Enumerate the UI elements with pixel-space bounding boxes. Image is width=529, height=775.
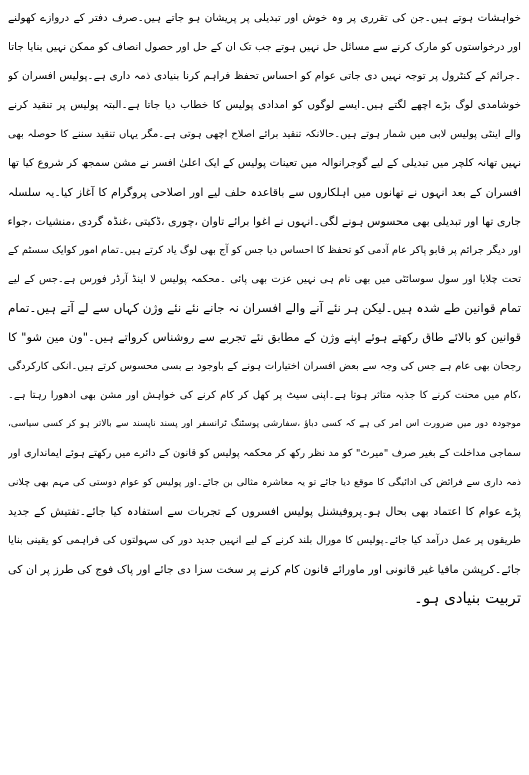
article-line: اور درخواستوں کو مارک کرنے سے مسائل حل نہیں ہوتے جب تک ان کے حل اور حصول انصاف کو ممکن نہیں بنایا جاتا xyxy=(8,41,521,53)
article-line: افسران کے بعد انہوں نے تھانوں میں اہلکاروں سے باقاعدہ حلف لیے اور اصلاحی پروگرام کا آغاز کیا۔یہ سلسلہ xyxy=(8,186,521,199)
article-line: جائے۔کرپشن مافیا غیر قانونی اور ماورائے قانون کام کرنے پر سخت سزا دی جائے اور پاک فوج کی طرز پر ان کی xyxy=(8,563,521,576)
article-line: خوشامدی لوگ بڑے اچھے لگتے ہیں۔ایسے لوگوں کو امدادی پولیس کا خطاب دیا جاتا ہے۔البتہ پولیس پر تنقید کرنے xyxy=(8,99,521,111)
article-line: تحت چلایا اور سول سوسائٹی میں بھی نام ہی نہیں عزت بھی پائی ۔محکمہ پولیس لا اینڈ آرڈر فورس ہے۔جس کے لیے xyxy=(8,274,521,285)
article-line: پڑے عوام کا اعتماد بھی بحال ہو۔پروفیشنل پولیس افسروں کے تجربات سے استفادہ کیا جائے۔تفتیش کے جدید xyxy=(8,505,521,518)
article-line: موجودہ دور میں ضرورت اس امر کی ہے کہ کسی دباؤ ،سفارشی پوسٹنگ ٹرانسفر اور پسند ناپسند سے بالاتر ہو کر کسی سیاسی، xyxy=(8,419,521,429)
article-line: نہیں تھانہ کلچر میں تبدیلی کے لیے گوجرانوالہ میں تعینات پولیس کے ایک اعلیٰ افسر نے مشن سمجھ کر شروع کیا تھا xyxy=(8,157,521,169)
article-line: سماجی مداخلت کے بغیر صرف "میرٹ" کو مد نظر رکھ کر محکمہ پولیس کو قانون کے دائرے میں رکھتے ہوئے ایمانداری اور xyxy=(8,448,521,459)
article-line: خواہشات ہوتے ہیں۔جن کی تقرری پر وہ خوش اور تبدیلی پر پریشان ہو جاتے ہیں۔صرف دفتر کے دروازے کھولنے xyxy=(8,12,521,24)
article-line: رجحان بھی عام ہے جس کی وجہ سے بعض افسران اختیارات ہونے کے باوجود بے بسی محسوس کرتے ہیں۔انکی کارکردگی xyxy=(8,361,521,372)
article-line: ۔جرائم کے کنٹرول پر توجہ نہیں دی جاتی عوام کو احساس تحفظ فراہم کرنا بنیادی ذمہ داری ہے۔پولیس افسران کو xyxy=(8,70,521,82)
article-line: جاری تھا اور تبدیلی بھی محسوس ہونے لگی۔انہوں نے اغوا برائے تاوان ،چوری ،ڈکیتی ،غنڈہ گردی ،منشیات ،جواء xyxy=(8,215,521,228)
article-line: طریقوں پر عمل درآمد کیا جائے۔پولیس کا مورال بلند کرنے کے لیے انہیں جدید دور کی سہولتوں کی فراہمی کو یقینی بنایا xyxy=(8,535,521,546)
article-line: ،کام میں محنت کرنے کا جذبہ متاثر ہوتا ہے۔اپنی سیٹ پر کھل کر کام کرنے کی خواہش اور مشن بھی ادھورا رہتا ہے۔ xyxy=(8,390,521,401)
article-body xyxy=(8,4,521,613)
article-line: تمام قوانین طے شدہ ہیں۔لیکن ہر نئے آنے والے افسران نہ جانے نئے نئے وژن کہاں سے لے آتے ہیں۔تمام xyxy=(8,301,521,315)
article-line: والے اینٹی پولیس لابی میں شمار ہوتے ہیں۔حالانکہ تنقید برائے اصلاح اچھی ہوتی ہے۔مگر یہاں تنقید سننے کا حوصلہ بھی xyxy=(8,129,521,140)
article-line: تربیت بنیادی ہو۔ xyxy=(414,589,521,607)
article-line: اور دیگر جرائم پر قابو پاکر عام آدمی کو تحفظ کا احساس دیا جس کو آج بھی لوگ یاد کرتے ہیں۔تمام امور کوایک سسٹم کے xyxy=(8,245,521,256)
article-line: قوانین کو بالائے طاق رکھتے ہوئے اپنے وژن کے مطابق نئے تجربے سے روشناس کرواتے ہیں۔"ون مین شو" کا xyxy=(8,330,521,344)
article-line: ذمہ داری سے فرائض کی ادائیگی کا موقع دیا جائے تو یہ معاشرہ مثالی بن جائے۔اور پولیس کو عوام دوستی کی مہم بھی چلانی xyxy=(8,477,521,488)
